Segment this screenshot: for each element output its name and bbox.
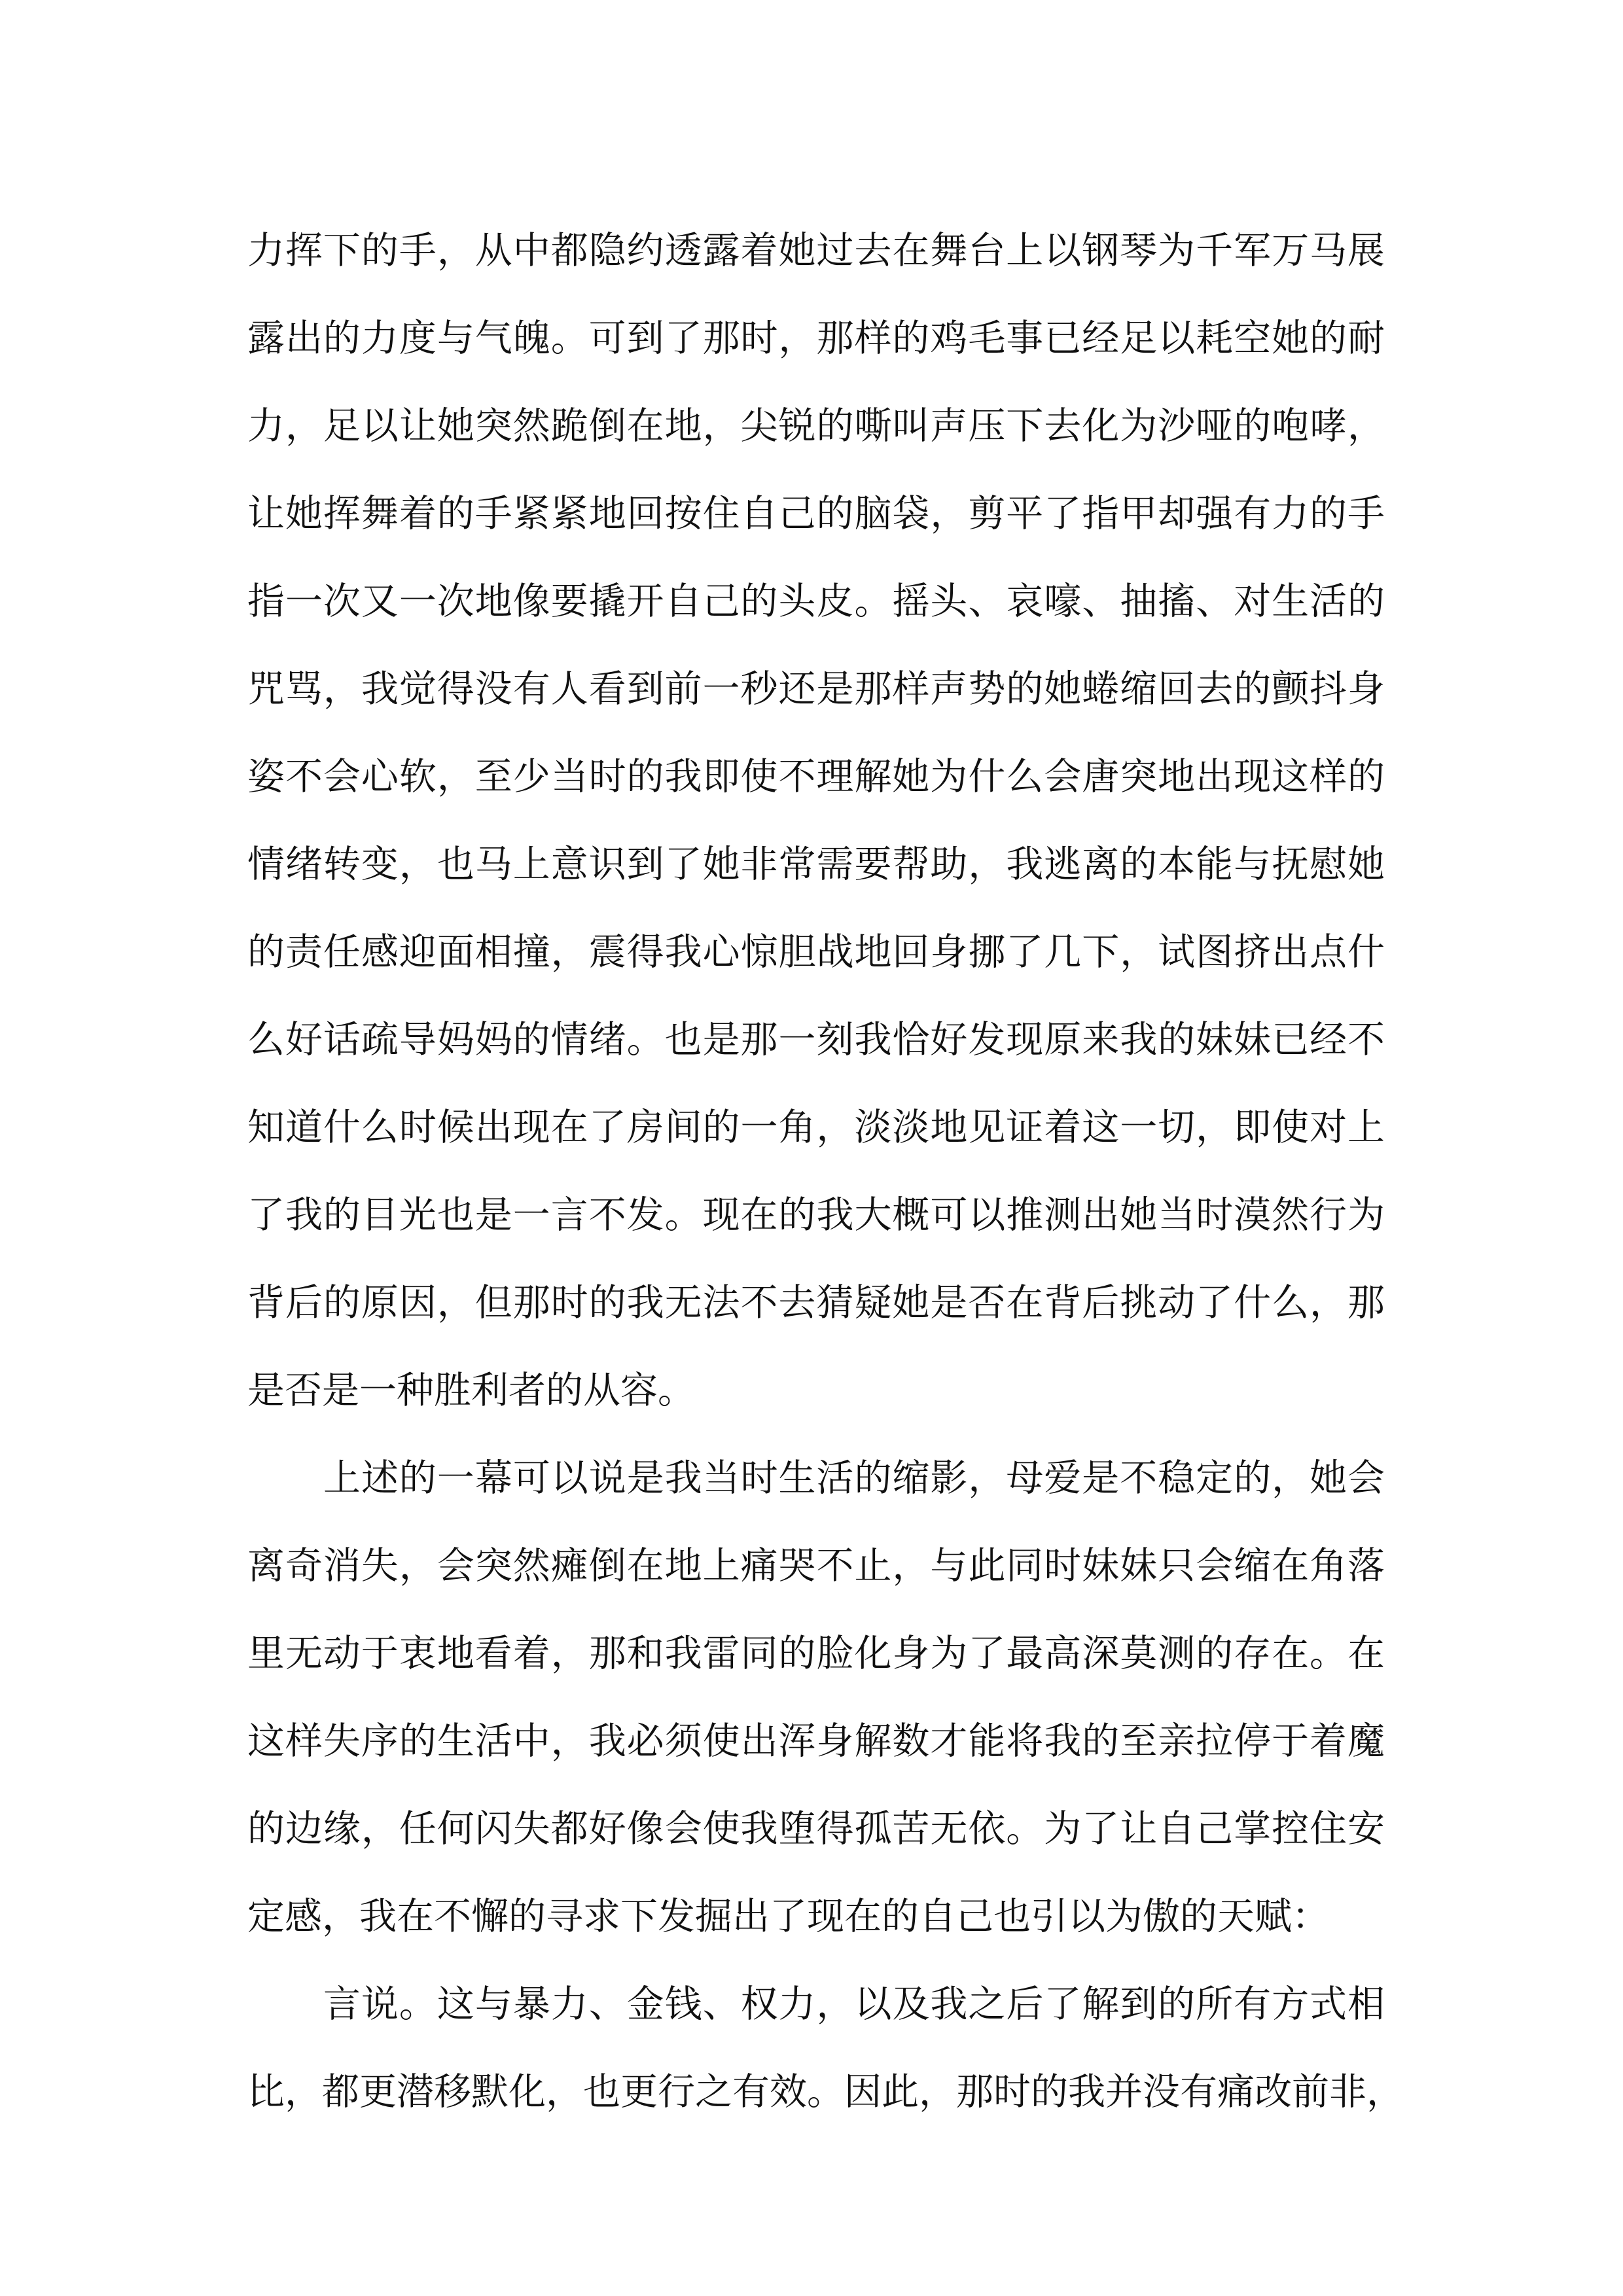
text-line: 让她挥舞着的手紧紧地回按住自己的脑袋，剪平了指甲却强有力的手 bbox=[247, 492, 1385, 535]
text-line: 情绪转变，也马上意识到了她非常需要帮助，我逃离的本能与抚慰她 bbox=[247, 843, 1385, 886]
paragraph-1 bbox=[247, 207, 1385, 1434]
paragraph-3 bbox=[247, 1960, 1404, 2136]
paragraph-2 bbox=[247, 1434, 1385, 1960]
text-line: 的边缘，任何闪失都好像会使我堕得孤苦无依。为了让自己掌控住安 bbox=[247, 1807, 1385, 1850]
text-line: 指一次又一次地像要撬开自己的头皮。摇头、哀嚎、抽搐、对生活的 bbox=[247, 580, 1385, 623]
text-line: 定感，我在不懈的寻求下发掘出了现在的自己也引以为傲的天赋： bbox=[247, 1895, 1329, 1938]
text-line: 比，都更潜移默化，也更行之有效。因此，那时的我并没有痛改前非， bbox=[247, 2070, 1404, 2113]
text-line: 么好话疏导妈妈的情绪。也是那一刻我恰好发现原来我的妹妹已经不 bbox=[247, 1018, 1385, 1061]
text-line: 离奇消失，会突然瘫倒在地上痛哭不止，与此同时妹妹只会缩在角落 bbox=[247, 1544, 1385, 1587]
text-line: 知道什么时候出现在了房间的一角，淡淡地见证着这一切，即使对上 bbox=[247, 1106, 1385, 1149]
text-line: 这样失序的生活中，我必须使出浑身解数才能将我的至亲拉停于着魔 bbox=[247, 1720, 1385, 1763]
text-line: 里无动于衷地看着，那和我雷同的脸化身为了最高深莫测的存在。在 bbox=[247, 1632, 1385, 1675]
text-line: 上述的一幕可以说是我当时生活的缩影，母爱是不稳定的，她会 bbox=[323, 1457, 1385, 1500]
text-line: 是否是一种胜利者的从容。 bbox=[247, 1369, 695, 1412]
text-line: 咒骂，我觉得没有人看到前一秒还是那样声势的她蜷缩回去的颤抖身 bbox=[247, 667, 1385, 711]
text-line: 力，足以让她突然跪倒在地，尖锐的嘶叫声压下去化为沙哑的咆哮， bbox=[247, 404, 1385, 448]
text-line: 力挥下的手，从中都隐约透露着她过去在舞台上以钢琴为千军万马展 bbox=[247, 229, 1385, 272]
text-line: 背后的原因，但那时的我无法不去猜疑她是否在背后挑动了什么，那 bbox=[247, 1281, 1385, 1324]
text-line: 言说。这与暴力、金钱、权力，以及我之后了解到的所有方式相 bbox=[323, 1983, 1385, 2026]
text-line: 露出的力度与气魄。可到了那时，那样的鸡毛事已经足以耗空她的耐 bbox=[247, 317, 1385, 360]
text-line: 了我的目光也是一言不发。现在的我大概可以推测出她当时漠然行为 bbox=[247, 1193, 1385, 1237]
text-line: 的责任感迎面相撞，震得我心惊胆战地回身挪了几下，试图挤出点什 bbox=[247, 930, 1385, 974]
text-line: 姿不会心软，至少当时的我即使不理解她为什么会唐突地出现这样的 bbox=[247, 755, 1385, 798]
body-text bbox=[247, 207, 1404, 2136]
